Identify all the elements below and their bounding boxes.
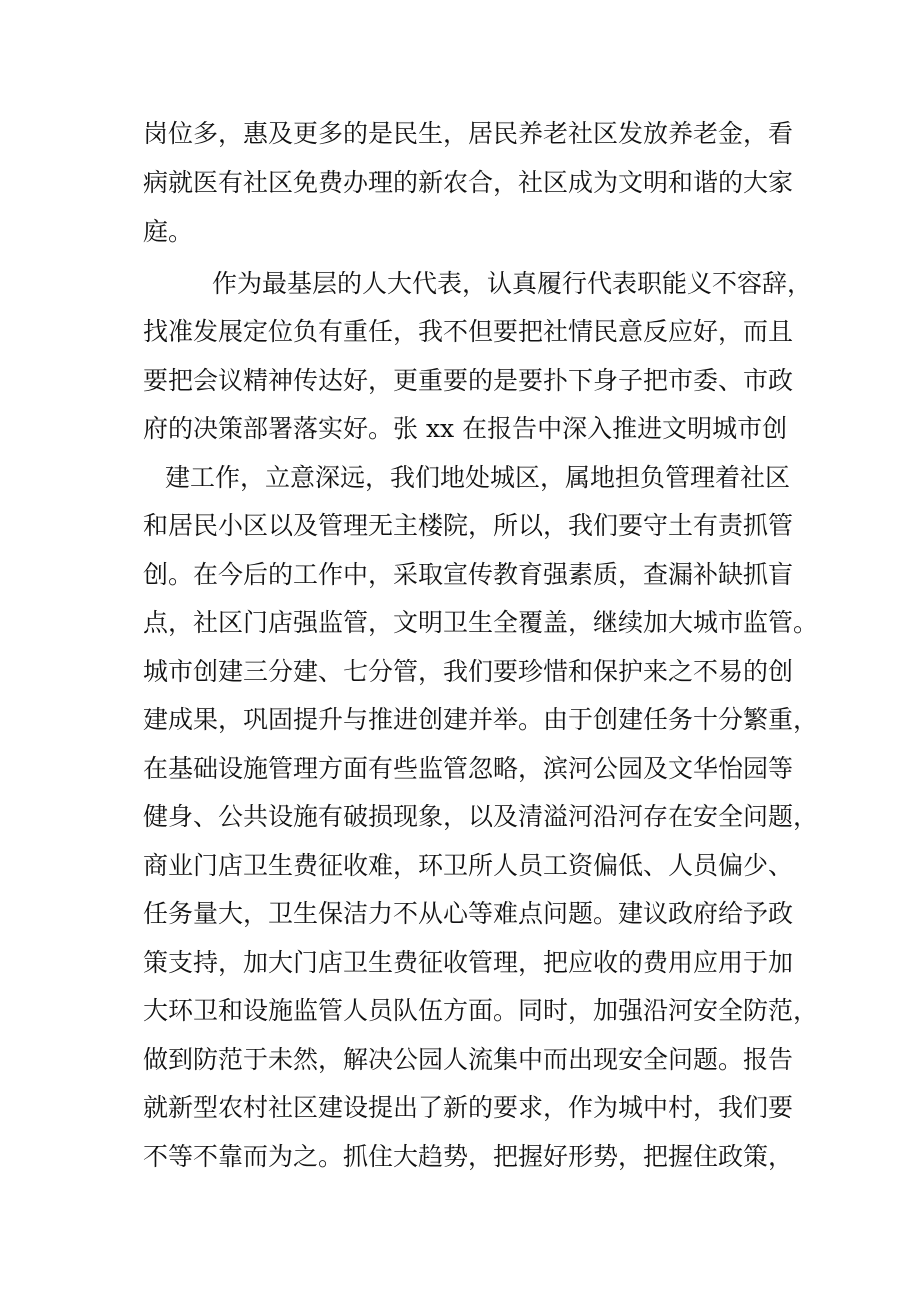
text-line: 不等不靠而为之。抓住大趋势，把握好形势，把握住政策， <box>143 1142 794 1171</box>
text-line: 策支持，加大门店卫生费征收管理，把应收的费用应用于加 <box>143 948 794 977</box>
text-line: 岗位多，惠及更多的是民生，居民养老社区发放养老金，看 <box>143 119 794 148</box>
text-line: 要把会议精神传达好，更重要的是要扑下身子把市委、市政 <box>143 366 794 395</box>
text-line: 创。在今后的工作中，采取宣传教育强素质，查漏补缺抓盲 <box>143 560 794 589</box>
text-line: 点，社区门店强监管，文明卫生全覆盖，继续加大城市监管。 <box>143 608 819 637</box>
text-line: 找准发展定位负有重任，我不但要把社情民意反应好，而且 <box>143 317 794 346</box>
text-line: 病就医有社区免费办理的新农合，社区成为文明和谐的大家 <box>143 168 794 197</box>
text-line: 城市创建三分建、七分管，我们要珍惜和保护来之不易的创 <box>143 657 794 686</box>
text-line: 建成果，巩固提升与推进创建并举。由于创建任务十分繁重， <box>143 705 819 734</box>
text-line: 大环卫和设施监管人员队伍方面。同时，加强沿河安全防范， <box>143 996 819 1025</box>
text-line: 就新型农村社区建设提出了新的要求，作为城中村，我们要 <box>143 1093 794 1122</box>
text-line: 商业门店卫生费征收难，环卫所人员工资偏低、人员偏少、 <box>143 851 794 880</box>
text-line: 健身、公共设施有破损现象，以及清溢河沿河存在安全问题， <box>143 802 819 831</box>
text-line: 作为最基层的人大代表，认真履行代表职能义不容辞， <box>212 269 813 298</box>
text-line: 建工作，立意深远，我们地处城区，属地担负管理着社区 <box>165 463 791 492</box>
text-line: 做到防范于未然，解决公园人流集中而出现安全问题。报告 <box>143 1045 794 1074</box>
text-line: 任务量大，卫生保洁力不从心等难点问题。建议政府给予政 <box>143 899 794 928</box>
text-line: 在基础设施管理方面有些监管忽略，滨河公园及文华怡园等 <box>143 754 794 783</box>
text-line: 府的决策部署落实好。张 xx 在报告中深入推进文明城市创 <box>143 414 788 443</box>
text-line: 庭。 <box>143 217 194 246</box>
text-line: 和居民小区以及管理无主楼院，所以，我们要守土有责抓管 <box>143 511 794 540</box>
